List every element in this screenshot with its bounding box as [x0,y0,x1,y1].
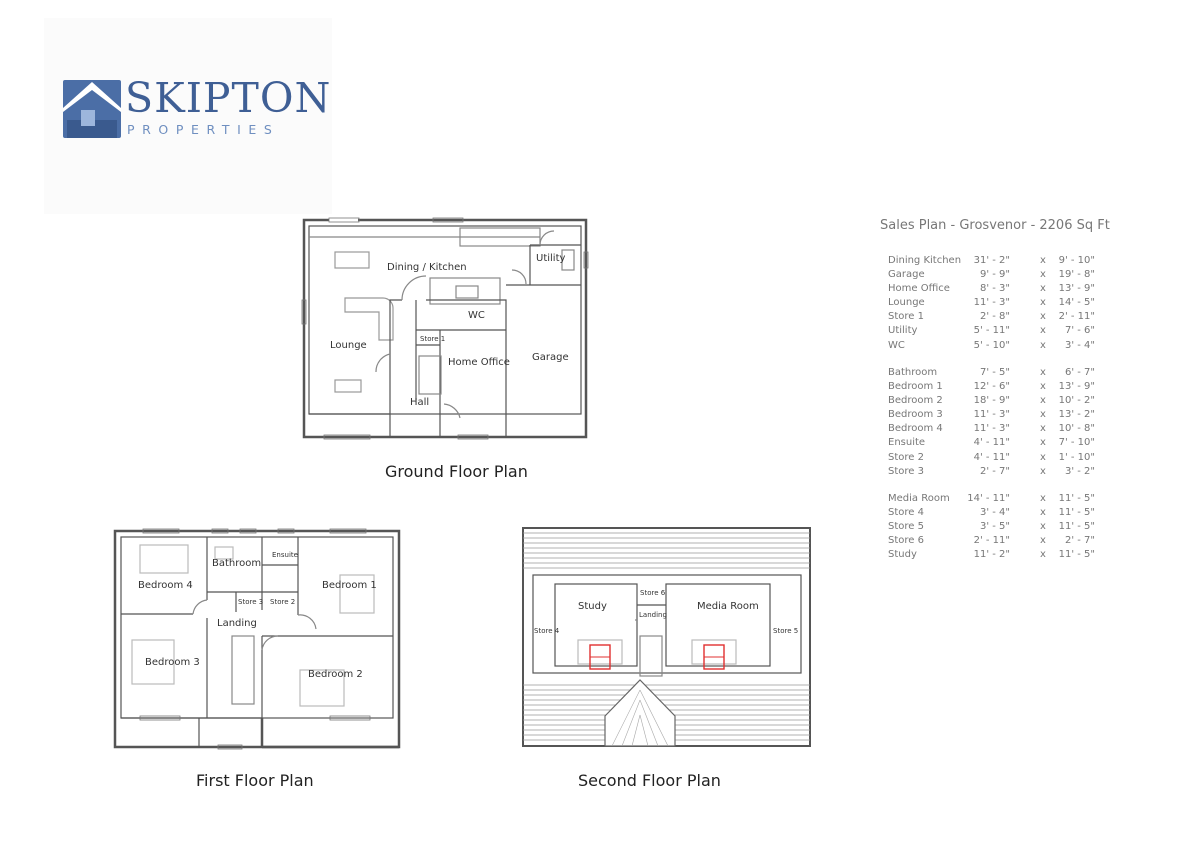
schedule-room: Store 4 [888,507,924,519]
schedule-room: Store 5 [888,521,924,533]
room-label-store-1: Store 1 [420,335,446,343]
schedule-width: 11' - 3" [973,423,1010,435]
schedule-row [888,268,1108,282]
schedule-room: Ensuite [888,437,926,449]
schedule-room: Bedroom 3 [888,409,943,421]
schedule-width: 12' - 6" [973,381,1010,393]
schedule-width: 5' - 10" [973,339,1010,351]
schedule-length: 9' - 10" [1058,255,1095,266]
schedule-length: 14' - 5" [1058,297,1095,309]
schedule-length: 2' - 11" [1058,311,1095,323]
room-label-store-3: Store 3 [238,598,264,606]
schedule-row [888,520,1108,534]
schedule-width: 2' - 11" [973,535,1010,547]
schedule-width: 9' - 9" [979,269,1010,281]
logo-subtitle: PROPERTIES [127,122,280,137]
schedule-title: Sales Plan - Grosvenor - 2206 Sq Ft [880,218,1110,233]
schedule-length: 13' - 9" [1058,283,1095,295]
schedule-length: 11' - 5" [1058,549,1095,561]
room-label-study: Study [578,601,607,612]
schedule-row [888,436,1108,450]
schedule-width: 2' - 7" [979,465,1010,477]
schedule-row [888,534,1108,548]
schedule-length: 11' - 5" [1058,507,1095,519]
schedule-width: 3' - 5" [979,521,1010,533]
schedule-room: Bathroom [888,367,938,378]
schedule-room: Home Office [888,283,950,295]
room-label-bedroom-1: Bedroom 1 [322,580,377,591]
schedule-separator: x [1040,451,1046,463]
ground-floor-walls [302,218,588,439]
schedule-separator: x [1040,507,1046,519]
logo-wordmark: SKIPTON [125,74,332,122]
room-label-dining-kitchen: Dining / Kitchen [387,262,467,273]
schedule-separator: x [1040,269,1046,281]
schedule-length: 13' - 2" [1058,409,1095,421]
schedule-width: 2' - 8" [979,311,1010,323]
room-label-garage: Garage [532,352,569,363]
room-label-lounge: Lounge [330,340,367,351]
schedule-room: Bedroom 4 [888,423,943,435]
schedule-length: 10' - 8" [1058,423,1095,435]
schedule-width: 8' - 3" [979,283,1010,295]
schedule-row [888,324,1108,338]
schedule-separator: x [1040,423,1046,435]
schedule-width: 11' - 3" [973,409,1010,421]
schedule-row [888,296,1108,310]
schedule-room: Utility [888,325,918,337]
schedule-room: Garage [888,269,925,281]
schedule-width: 11' - 3" [973,297,1010,309]
schedule-room: Bedroom 1 [888,381,943,393]
schedule-row [888,422,1108,436]
schedule-row [888,465,1108,479]
schedule-length: 1' - 10" [1058,451,1095,463]
schedule-row [888,339,1108,353]
schedule-length: 3' - 4" [1064,339,1095,351]
schedule-separator: x [1040,437,1046,449]
schedule-separator: x [1040,395,1046,407]
schedule-separator: x [1040,339,1046,351]
room-label-bedroom-3: Bedroom 3 [145,657,200,668]
second-floor-title: Second Floor Plan [578,771,721,790]
schedule-separator: x [1040,297,1046,309]
second-floor-walls [523,528,810,746]
schedule-width: 4' - 11" [973,451,1010,463]
schedule-room: WC [888,339,905,351]
schedule-width: 11' - 2" [973,549,1010,561]
schedule-separator: x [1040,521,1046,533]
schedule-separator: x [1040,325,1046,337]
schedule-room: Lounge [888,297,925,309]
schedule-room: Store 2 [888,451,924,463]
schedule-room: Study [888,549,917,561]
schedule-room: Store 6 [888,535,924,547]
schedule-separator: x [1040,283,1046,295]
room-label-bedroom-4: Bedroom 4 [138,580,193,591]
schedule-ground-floor [888,254,1108,353]
schedule-width: 7' - 5" [979,367,1010,378]
room-label-bedroom-2: Bedroom 2 [308,669,363,680]
schedule-length: 13' - 9" [1058,381,1095,393]
schedule-row [888,366,1108,380]
schedule-separator: x [1040,367,1046,378]
schedule-width: 14' - 11" [967,493,1010,504]
schedule-row [888,408,1108,422]
schedule-room: Store 3 [888,465,924,477]
schedule-first-floor [888,366,1108,479]
schedule-length: 2' - 7" [1064,535,1095,547]
room-label-media-room: Media Room [697,601,759,612]
schedule-separator: x [1040,409,1046,421]
first-floor-title: First Floor Plan [196,771,314,790]
schedule-separator: x [1040,549,1046,561]
schedule-width: 3' - 4" [979,507,1010,519]
schedule-row [888,394,1108,408]
schedule-row [888,506,1108,520]
schedule-width: 4' - 11" [973,437,1010,449]
schedule-length: 7' - 10" [1058,437,1095,449]
schedule-room: Store 1 [888,311,924,323]
room-label-utility: Utility [536,253,566,264]
schedule-separator: x [1040,493,1046,504]
schedule-room: Media Room [888,493,950,504]
room-label-landing-second: Landing [639,611,667,619]
room-label-hall: Hall [410,397,430,408]
schedule-width: 18' - 9" [973,395,1010,407]
schedule-separator: x [1040,381,1046,393]
schedule-length: 7' - 6" [1064,325,1095,337]
room-label-home-office: Home Office [448,357,510,368]
schedule-length: 10' - 2" [1058,395,1095,407]
schedule-width: 31' - 2" [973,255,1010,266]
schedule-separator: x [1040,311,1046,323]
room-label-wc: WC [468,310,485,321]
room-label-ensuite: Ensuite [272,551,298,559]
schedule-room: Bedroom 2 [888,395,943,407]
room-label-store-2: Store 2 [270,598,296,606]
schedule-second-floor [888,492,1108,562]
room-label-store-4: Store 4 [534,627,560,635]
schedule-row [888,492,1108,506]
room-label-store-5: Store 5 [773,627,799,635]
schedule-length: 3' - 2" [1064,465,1095,477]
schedule-row [888,282,1108,296]
room-label-landing-first: Landing [217,618,257,629]
schedule-length: 11' - 5" [1058,521,1095,533]
schedule-separator: x [1040,255,1046,266]
schedule-length: 6' - 7" [1064,367,1095,378]
schedule-row [888,380,1108,394]
room-label-store-6: Store 6 [640,589,666,597]
schedule-row [888,451,1108,465]
schedule-separator: x [1040,465,1046,477]
schedule-length: 19' - 8" [1058,269,1095,281]
schedule-room: Dining Kitchen [888,255,962,266]
schedule-length: 11' - 5" [1058,493,1095,504]
ground-floor-title: Ground Floor Plan [385,462,528,481]
room-label-bathroom: Bathroom [212,558,262,569]
schedule-row [888,548,1108,562]
schedule-separator: x [1040,535,1046,547]
schedule-row [888,310,1108,324]
schedule-row [888,254,1108,268]
schedule-width: 5' - 11" [973,325,1010,337]
